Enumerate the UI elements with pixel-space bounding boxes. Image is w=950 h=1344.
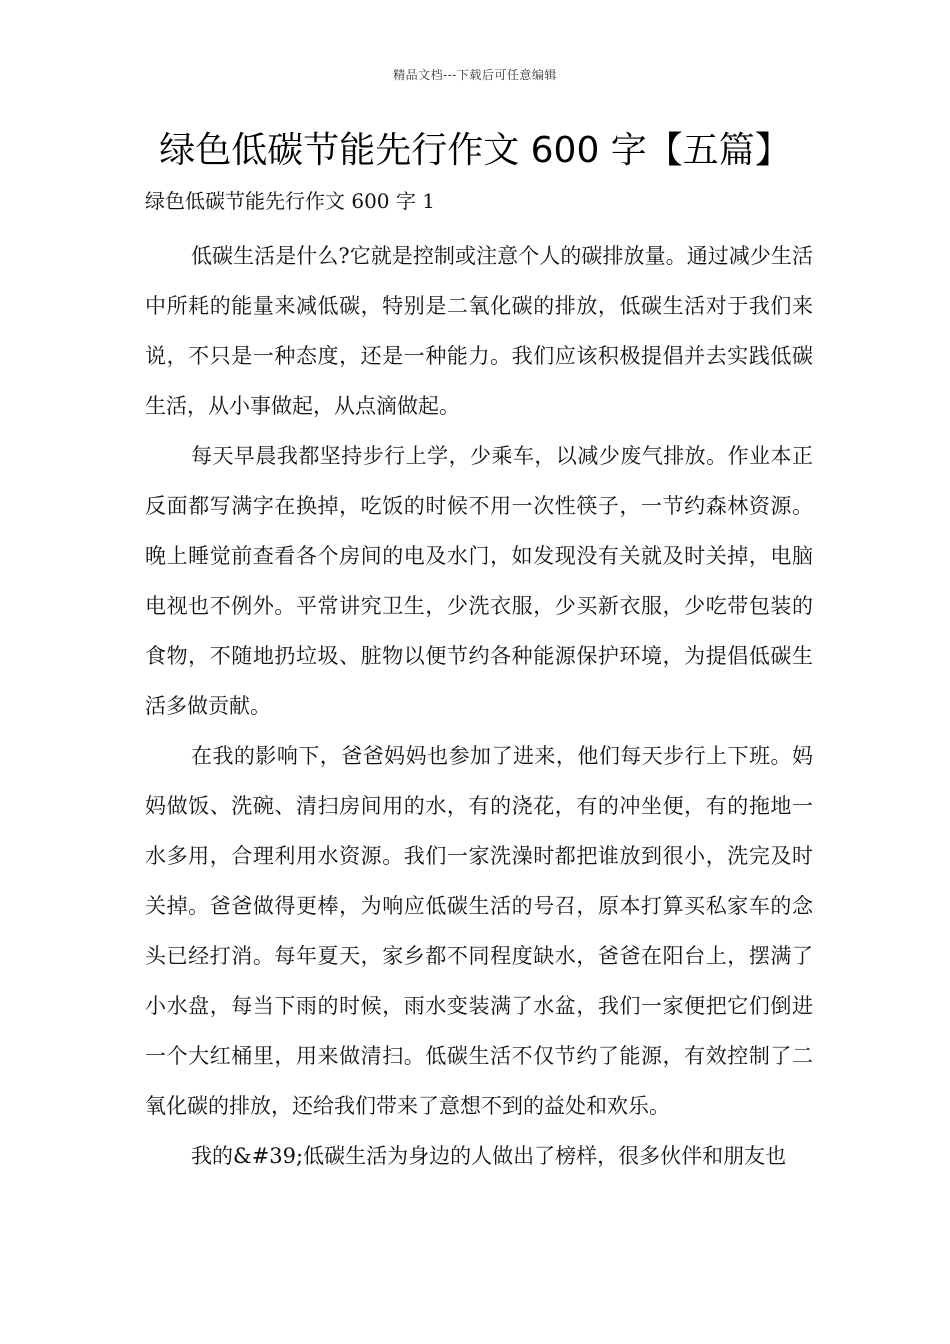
document-body <box>145 231 813 1181</box>
header-note: 精品文档---下载后可任意编辑 <box>393 68 557 82</box>
document-title: 绿色低碳节能先行作文 600 字【五篇】 <box>159 130 791 171</box>
paragraph-4: 我的&#39;低碳生活为身边的人做出了榜样，很多伙伴和朋友也 <box>191 1144 787 1168</box>
section-subtitle: 绿色低碳节能先行作文 600 字 1 <box>145 189 435 213</box>
paragraph-2: 每天早晨我都坚持步行上学，少乘车，以减少废气排放。作业本正反面都写满字在换掉，吃饭的时候不用一次性筷子，一节约森林资源。晚上睡觉前查看各个房间的电及水门，如发现没有关就及时关掉，电脑电视也不例外。平常讲究卫生，少洗衣服，少买新衣服，少吃带包装的食物，不随地扔垃圾、脏物以便节约各种能源保护环境，为提倡低碳生活多做贡献。 <box>145 444 813 718</box>
paragraph-3: 在我的影响下，爸爸妈妈也参加了进来，他们每天步行上下班。妈妈做饭、洗碗、清扫房间用的水，有的浇花，有的冲坐便，有的拖地一水多用，合理利用水资源。我们一家洗澡时都把谁放到很小，洗完及时关掉。爸爸做得更棒，为响应低碳生活的号召，原本打算买私家车的念头已经打消。每年夏天，家乡都不同程度缺水，爸爸在阳台上，摆满了小水盘，每当下雨的时候，雨水变装满了水盆，我们一家便把它们倒进一个大红桶里，用来做清扫。低碳生活不仅节约了能源，有效控制了二氧化碳的排放，还给我们带来了意想不到的益处和欢乐。 <box>145 744 813 1118</box>
paragraph-1: 低碳生活是什么?它就是控制或注意个人的碳排放量。通过减少生活中所耗的能量来减低碳，特别是二氧化碳的排放，低碳生活对于我们来说，不只是一种态度，还是一种能力。我们应该积极提倡并去实践低碳生活，从小事做起，从点滴做起。 <box>145 244 813 418</box>
